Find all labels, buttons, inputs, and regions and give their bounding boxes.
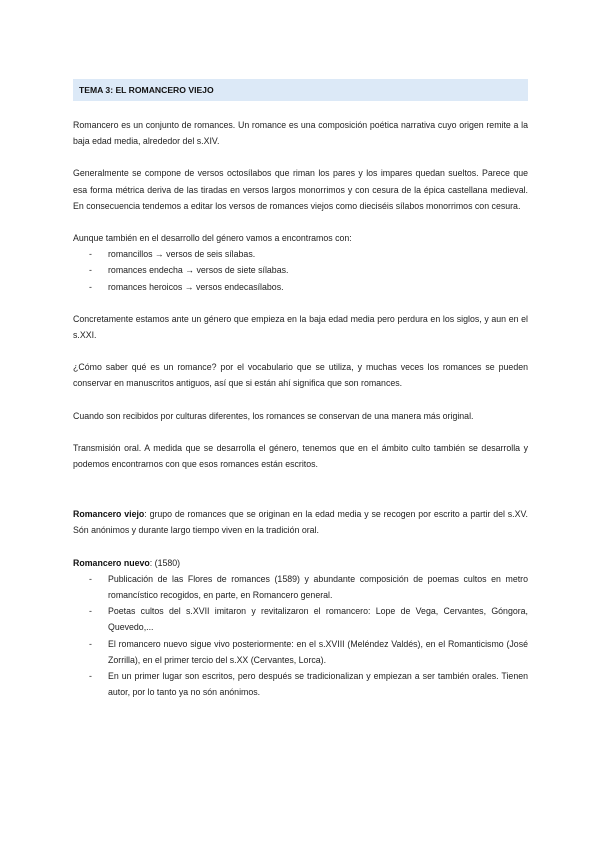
list-item: - El romancero nuevo sigue vivo posteriormente: en el s.XVIII (Meléndez Valdés), en el Romanticismo (José Zorrilla), en el primer tercio del s.XX (Cervantes, Lorca).: [89, 638, 528, 665]
paragraph-definition: Romancero es un conjunto de romances. Un romance es una composición poética narrativa cuyo origen remite a la baja edad media, alrededor del s.XIV.: [73, 120, 528, 147]
term-romancero-nuevo: Romancero nuevo: [73, 557, 150, 568]
paragraph-oral-transmission: Transmisión oral. A medida que se desarrolla el género, tenemos que en el ámbito culto también se desarrolla y podemos encontrarnos con que esos romances están escritos.: [73, 442, 528, 470]
paragraph-romancero-viejo: Romancero viejo: grupo de romances que se originan en la edad media y se recogen por escrito a partir del s.XV. Són anónimos y durante largo tiempo viven en la tradición oral.: [73, 509, 528, 536]
list-item: - Publicación de las Flores de romances (1589) y abundante composición de poemas cultos en metro romancístico recogidos, en parte, en Romancero general.: [89, 573, 528, 601]
list-item: - romances endecha → versos de siete sílabas.: [89, 265, 289, 276]
paragraph-metrics: Generalmente se compone de versos octosílabos que riman los pares y los impares quedan sueltos. Parece que esa forma métrica deriva de las tiradas en versos largos monorrimos y con cesura de la épica castellana medieval. En consecuencia tendemos a editar los versos de romances viejos como dieciséis sílabos monorrimos con cesura.: [73, 168, 528, 211]
romancero-nuevo-list: [73, 571, 528, 701]
paragraph-cultures: Cuando son recibidos por culturas diferentes, los romances se conservan de una manera más original.: [73, 410, 474, 421]
section-heading-text: TEMA 3: EL ROMANCERO VIEJO: [79, 85, 214, 95]
paragraph-period: Concretamente estamos ante un género que empieza en la baja edad media pero perdura en los siglos, y aun en el s.XXI.: [73, 313, 528, 341]
term-romancero-viejo: Romancero viejo: [73, 509, 145, 520]
paragraph-romancero-nuevo: Romancero nuevo: (1580): [73, 557, 181, 568]
list-item: - En un primer lugar son escritos, pero después se tradicionalizan y empiezan a ser también orales. Tienen autor, por lo tanto ya no són anónimos.: [89, 671, 528, 698]
variants-list: [73, 246, 528, 295]
section-heading: [73, 79, 528, 101]
paragraph-identification: ¿Cómo saber qué es un romance? por el vocabulario que se utiliza, y muchas veces los romances se pueden conservar en manuscritos antiguos, así que si están ahí significa que son romances.: [73, 362, 528, 389]
list-item: - Poetas cultos del s.XVII imitaron y revitalizaron el romancero: Lope de Vega, Cervantes, Góngora, Quevedo,...: [89, 606, 528, 633]
list-item: - romancillos → versos de seis sílabas.: [89, 249, 256, 260]
paragraph-variants-intro: Aunque también en el desarrollo del género vamos a encontramos con:: [73, 233, 352, 244]
list-item: - romances heroicos → versos endecasílabos.: [89, 281, 284, 292]
